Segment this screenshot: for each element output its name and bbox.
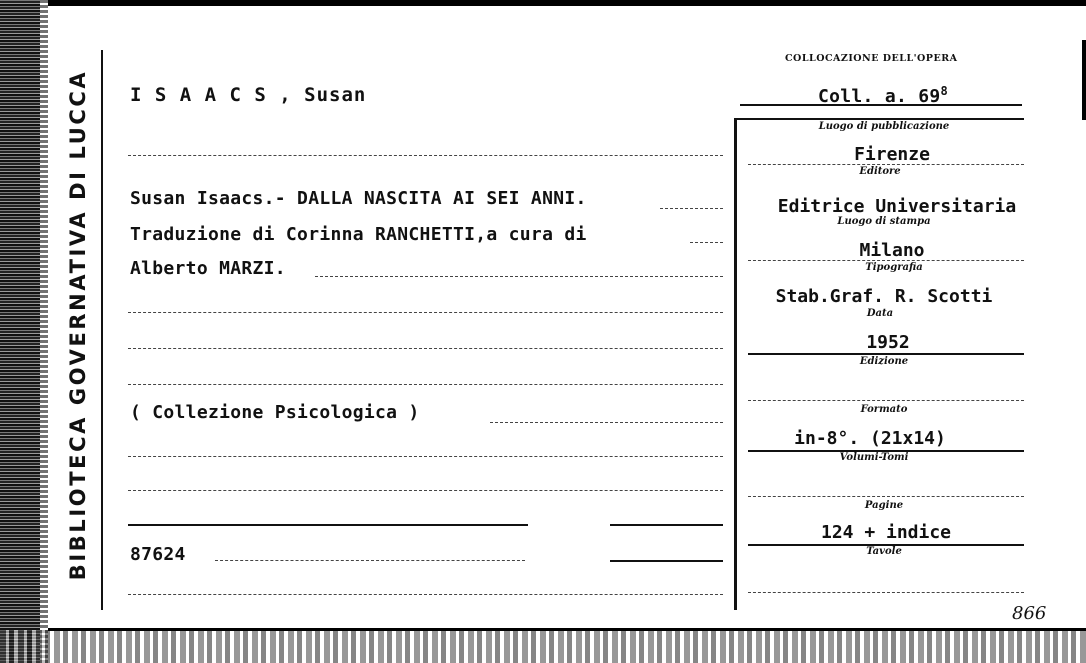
- ruled-line: [690, 242, 723, 243]
- field-rule: [748, 592, 1024, 593]
- field-value-place-publication: Firenze: [854, 144, 930, 165]
- ruled-line: [128, 524, 528, 526]
- panel-divider-rule: [734, 118, 737, 610]
- collocation-header: COLLOCAZIONE DELL'OPERA: [785, 53, 958, 64]
- field-label-edition: Edizione: [859, 356, 909, 367]
- library-name: BIBLIOTECA GOVERNATIVA DI LUCCA: [66, 69, 90, 581]
- ruled-line: [610, 524, 723, 526]
- series-note: ( Collezione Psicologica ): [130, 402, 420, 423]
- ruled-line: [128, 155, 723, 156]
- ruled-line: [128, 456, 723, 457]
- description-line-2: Traduzione di Corinna RANCHETTI,a cura di: [130, 224, 587, 245]
- field-label-volumes: Volumi-Tomi: [839, 452, 909, 463]
- field-label-plates: Tavole: [866, 546, 902, 557]
- author-heading: I S A A C S , Susan: [130, 84, 367, 106]
- scan-edge-bottom: [0, 630, 1086, 663]
- field-value-format: in-8°. (21x14): [794, 428, 946, 449]
- collocation-text: Coll. a. 69: [818, 86, 941, 107]
- ruled-line: [128, 594, 723, 595]
- scan-edge-strip: [40, 0, 48, 663]
- ruled-line: [128, 384, 723, 385]
- ruled-line: [128, 312, 723, 313]
- field-label-pages: Pagine: [864, 500, 904, 511]
- field-label-format: Formato: [860, 404, 908, 415]
- field-value-printer: Stab.Graf. R. Scotti: [775, 286, 993, 307]
- field-rule: [748, 353, 1024, 355]
- field-rule: [748, 164, 1024, 165]
- field-value-place-printing: Milano: [859, 240, 925, 261]
- field-value-pages: 124 + indice: [820, 522, 952, 543]
- field-label-printer: Tipografia: [865, 262, 923, 273]
- collocation-rule: [740, 104, 1022, 106]
- scan-edge-left: [0, 0, 40, 663]
- ruled-line: [128, 490, 723, 491]
- ruled-line: [490, 422, 723, 423]
- collocation-mark: 8: [940, 84, 949, 98]
- description-line-1: Susan Isaacs.- DALLA NASCITA AI SEI ANNI.: [130, 188, 587, 209]
- inventory-number: 87624: [130, 544, 186, 565]
- handwritten-note: 866: [1012, 603, 1047, 624]
- ruled-line: [215, 560, 525, 561]
- field-rule: [748, 400, 1024, 401]
- description-line-3: Alberto MARZI.: [130, 258, 286, 279]
- card-right-border: [1082, 40, 1086, 120]
- left-margin-rule: [101, 50, 103, 610]
- ruled-line: [660, 208, 723, 209]
- field-label-place-publication: Luogo di pubblicazione: [818, 121, 950, 132]
- field-value-date: 1952: [866, 332, 910, 353]
- card-top-border: [48, 0, 1086, 6]
- field-rule: [748, 496, 1024, 497]
- field-rule: [748, 260, 1024, 261]
- ruled-line: [610, 560, 723, 562]
- field-value-publisher: Editrice Universitaria: [777, 196, 1017, 217]
- field-label-place-printing: Luogo di stampa: [837, 216, 931, 227]
- card-bottom-border: [48, 628, 1086, 631]
- library-name-vertical: [58, 40, 98, 610]
- ruled-line: [315, 276, 723, 277]
- field-label-publisher: Editore: [859, 166, 901, 177]
- ruled-line: [128, 348, 723, 349]
- panel-top-rule: [734, 118, 1024, 120]
- field-label-date: Data: [866, 308, 894, 319]
